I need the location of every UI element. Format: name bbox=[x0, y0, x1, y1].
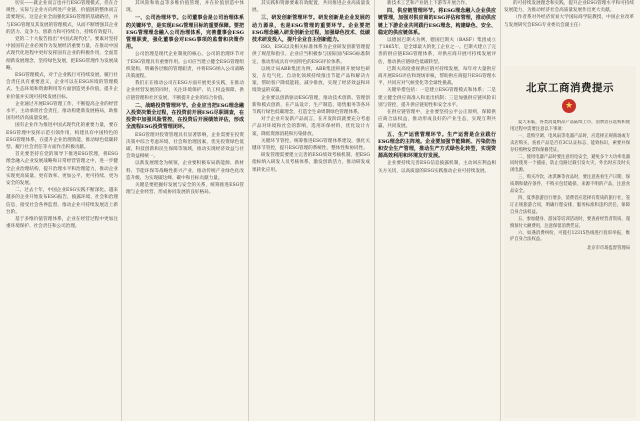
paragraph: 以统计局ABB集团为例，ABB集团积极开展绿色研发，在电气化、自动化领域持续推出节能产品和解决方案，帮助客户降低能耗、减少排放，实现了经济效益和环境效益的双赢。 bbox=[252, 66, 370, 94]
section-heading: 三、研发创新管理环节。研发创新是企业发展的动力源泉，也是ESG管理的重要环节。企业要把ESG理念融入研发创新全过程，加强绿色技术、低碳技术研发投入，提升企业自主创新能力。 bbox=[252, 15, 370, 44]
paragraph: 首先要坚持在党的领导下推进ESG管理，将ESG理念融入企业发展战略和日常经营管理之中，进一步健全企业治理结构，提升治理水平和治理能力，推动企业实现更高质量、更有效率、更加公平、更可持续、更为安全的发展。 bbox=[6, 152, 118, 187]
article-column-1 bbox=[6, 0, 118, 421]
notice-paragraph: 四、夏季旅游出行增多，消费者应选择有资质的旅行社，签订正规旅游合同，明确行程安排、服务标准和违约责任，保障自身合法权益。 bbox=[510, 195, 630, 215]
author-note: （作者系对外经济贸易大学国际商学院教授、中国企业改革与发展研究会ESG专业委员会副主任） bbox=[504, 15, 634, 28]
section-heading: 二、战略投资管理环节。企业应当把ESG理念融入投资决策全过程，在投资前开展ESG尽职调查，在投资中加强风险管控，在投资后开展绩效评估，形成全流程ESG投资管理闭环。 bbox=[126, 102, 244, 131]
notice-signature: 北京市市场监督管理局 bbox=[587, 246, 630, 252]
notice-title: 北京工商消费提示 bbox=[526, 82, 614, 94]
paragraph: ESG管理对投资管理具有显著影响，企业需要在投资决策中综合考虑环境、社会和治理因素，优先投资绿色低碳、科技创新和民生保障等领域，推动实现经济效益与社会效益相统一。 bbox=[126, 132, 244, 160]
column-divider bbox=[500, 0, 501, 421]
paragraph: 关键是要把握好发展与安全的关系，统筹推进ESG管理与企业经营，形成协同发展的良好格局。 bbox=[126, 183, 244, 196]
paragraph: 切实——就企业而言也并行ESG管理模式，但在合规性、实际与企业方向所处产业链、价值链的整体而言需要现实。这是企业全面强化ESG管理的基础路径，并与ESG管理及其发展的管理模式，从而不断增强其企业的活力、竞争力、创新力和可持续力，持续有效提升。 bbox=[6, 1, 118, 35]
section-heading: 五、生产运营管理环节。生产运营是企业践行ESG理念的主阵地。企业要加强节能降耗、污染防治和安全生产管理，推动生产方式绿色化转型，实现资源高效利用和环境友好发展。 bbox=[378, 131, 496, 160]
article-column-4 bbox=[378, 0, 496, 421]
star-icon: ★ bbox=[564, 100, 574, 111]
emblem-icon bbox=[562, 99, 576, 113]
column-divider bbox=[248, 0, 249, 421]
paragraph: 关键环节管控。统筹推进ESG管理体系建设，强化关键环节管控，提升ESG管理的系统性、整体性和协同性。 bbox=[252, 138, 370, 152]
article-column-3 bbox=[252, 0, 370, 421]
paragraph: 二、过去十年，中国企业ESG实践不断深化。越来越多的企业开始发布ESG报告，披露环境、社会和治理信息，接受社会各界监督，推动企业可持续发展迈上新台阶。 bbox=[6, 188, 118, 215]
paragraph: 其风险和收益等多维价值管理，并在价值创造中体现。 bbox=[126, 1, 244, 14]
paragraph: 我们正在推动公司在ESG方面开展更多实践，在推动企业经营发展的同时，关注环境保护、员工权益保障、供应链管理和社区发展，不断提升企业的综合价值。 bbox=[126, 81, 244, 101]
paragraph: 以新发展理念为统领，企业要积极布局新能源、新材料、节能环保等战略性新兴产业，推动传统产业绿色化改造升级，为实现碳达峰、碳中和目标贡献力量。 bbox=[126, 161, 244, 181]
paragraph: 在供应链管理中，企业要坚持公平公正原则，保障供应商合法权益，推动形成良好的产业生态，实现互利共赢、共同发展。 bbox=[378, 110, 496, 130]
paragraph: 企业要持续完善ESG信息披露机制，主动回应利益相关方关切，以高质量的ESG实践推动企业可持续发展。 bbox=[378, 161, 496, 174]
notice-paragraph: 六、如遇消费纠纷，可拨打12315热线进行投诉举报，维护自身合法权益。 bbox=[510, 230, 630, 243]
paragraph: ESG管理模式，对于企业践行可持续发展，履行社会责任具有重要意义，企业可以在ESG环境的管理模式、生态环境和资源利用等方面创造更多价值，提升企业价值并实现可持续发展目标。 bbox=[6, 73, 118, 100]
paragraph: 党的二十大报告指出“中国式现代化”。要素对坚持中国国有企业必须作为发展经济重要力量，在推动中国式现代化进程中更好发挥国有企业的积极作用，全面贯彻新发展理念，坚持绿色发展，把ESG管理作为发展战略。 bbox=[6, 37, 118, 71]
notice-body bbox=[510, 120, 630, 416]
paragraph: ISO、ESG以及相关标准体系为企业研发创新管理提供了规范和指引。企业应当积极参与国际国内ESG标准制定，推动形成具有中国特色的ESG评价体系。 bbox=[252, 45, 370, 65]
paragraph: 其实践和资源要素有效配置，共同推进企业高质量发展。 bbox=[252, 1, 370, 14]
paragraph: 的可持续发展理念和实践，提升企业ESG管理水平和可持续发展能力，为推动经济社会高质量发展作出更大贡献。 bbox=[504, 1, 634, 14]
paragraph: 对于企业开发新产品而言，在开发阶段就要充分考虑产品对环境和社会的影响，选用环保材料，优化设计方案，降低资源消耗和污染排放。 bbox=[252, 117, 370, 137]
paragraph: 巴斯夫高度重视供应链可持续发展，每年对大量供应商开展ESG评估和现场审核，帮助供应商提升ESG管理水平，共同应对气候变化等全球性挑战。 bbox=[378, 66, 496, 87]
section-heading: 四、供应链管理环节。将ESG理念融入企业供应链管理，加强对供应商的ESG评估和管理，推动供应链上下游企业共同践行ESG理念，构建绿色、安全、稳定的供应链体系。 bbox=[378, 8, 496, 36]
paragraph: 国有企业作为推进中国式现代化的重要力量，要在ESG管理中发挥示范引领作用，构建具有中国特色的ESG管理体系，在提升企业治理效能、推动绿色低碳转型、履行社会责任等方面作出积极贡献。 bbox=[6, 123, 118, 151]
notice-paragraph: 二、使用电器产品时要注意用电安全，避免多个大功率电器同时使用一个插座，防止电路过载引发火灾，外出时应及时关闭电源。 bbox=[510, 154, 630, 174]
article-column-5 bbox=[504, 0, 634, 62]
column-divider bbox=[374, 0, 375, 421]
section-heading: 一、公司治理环节。公司董事会是公司治理体系的关键环节，是实现ESG管理目标的重要保障。要把ESG管理理念融入公司治理体系，完善董事会ESG管理职责，强化董事会对ESG事项的监督和决策作用。 bbox=[126, 15, 244, 51]
article-column-2 bbox=[126, 0, 244, 421]
paragraph: 研发管理需要建立完善的ESG绩效考核机制，把ESG指标纳入研发人员考核体系，激发创新活力，推动研发成果转化应用。 bbox=[252, 153, 370, 173]
notice-paragraph: 夏天来临，各类消夏纳凉产品陆续上市，消费者在选购和使用过程中需要注意以下事项： bbox=[510, 120, 630, 132]
paragraph: 新技术工艺和产业链上下游等开展合作。 bbox=[387, 1, 470, 6]
notice-paragraph: 三、购买冷饮、冰淇淋等食品时，要注意查看生产日期、保质期和储存条件，不购买包装破损、来源不明的产品，注意食品安全。 bbox=[510, 175, 630, 195]
paragraph: 企业通过开展ESG管理工作，不断提高企业的经营水平，主动承担社会责任，推动构建新发展格局，助推国有经济高质量发展。 bbox=[6, 101, 118, 122]
column-divider bbox=[121, 0, 122, 421]
paragraph: 基于多维价值管理体系，企业在经营过程中更加注重环境保护、社会责任和公司治理。 bbox=[6, 217, 118, 230]
consumer-notice-box bbox=[504, 66, 636, 418]
paragraph: 以德国巴斯夫为例，德国巴斯夫（BASF）集团成立于1865年，是全球最大的化工企业之一。巴斯夫建立了完善的供应链ESG管理体系，对供应商开展可持续发展评估，推动供应链绿色低碳转型。 bbox=[378, 38, 496, 65]
notice-paragraph: 一、选购空调、电风扇等电器产品时，应选择正规商场或专卖店购买，查看产品是否有3C认证标志、能效标识，索要并保存好购物发票和保修凭证。 bbox=[510, 133, 630, 153]
notice-paragraph: 五、参加健身、游泳等培训活动时，要查看经营者资质，谨慎预付大额费用，注意保留消费凭证。 bbox=[510, 216, 630, 229]
paragraph: 关键举措包括：一是建立ESG管理模式和体系；二是建立健全供应商准入和退出机制；三是加强供应链风险识别与管控，提升供应链韧性和安全水平。 bbox=[378, 88, 496, 108]
paragraph: 公司治理是现代企业制度的核心。公司的治理环节对于ESG管理具有重要作用。公司应当建立健全ESG管理组织架构，明确各层级的管理职责，并将ESG纳入公司战略决策流程。 bbox=[126, 52, 244, 80]
paragraph: 企业要以创新驱动ESG管理，推动技术创新、管理创新和模式创新，在产品设计、生产制造、销售服务等各环节践行绿色低碳理念，打造全生命周期绿色管理体系。 bbox=[252, 95, 370, 116]
